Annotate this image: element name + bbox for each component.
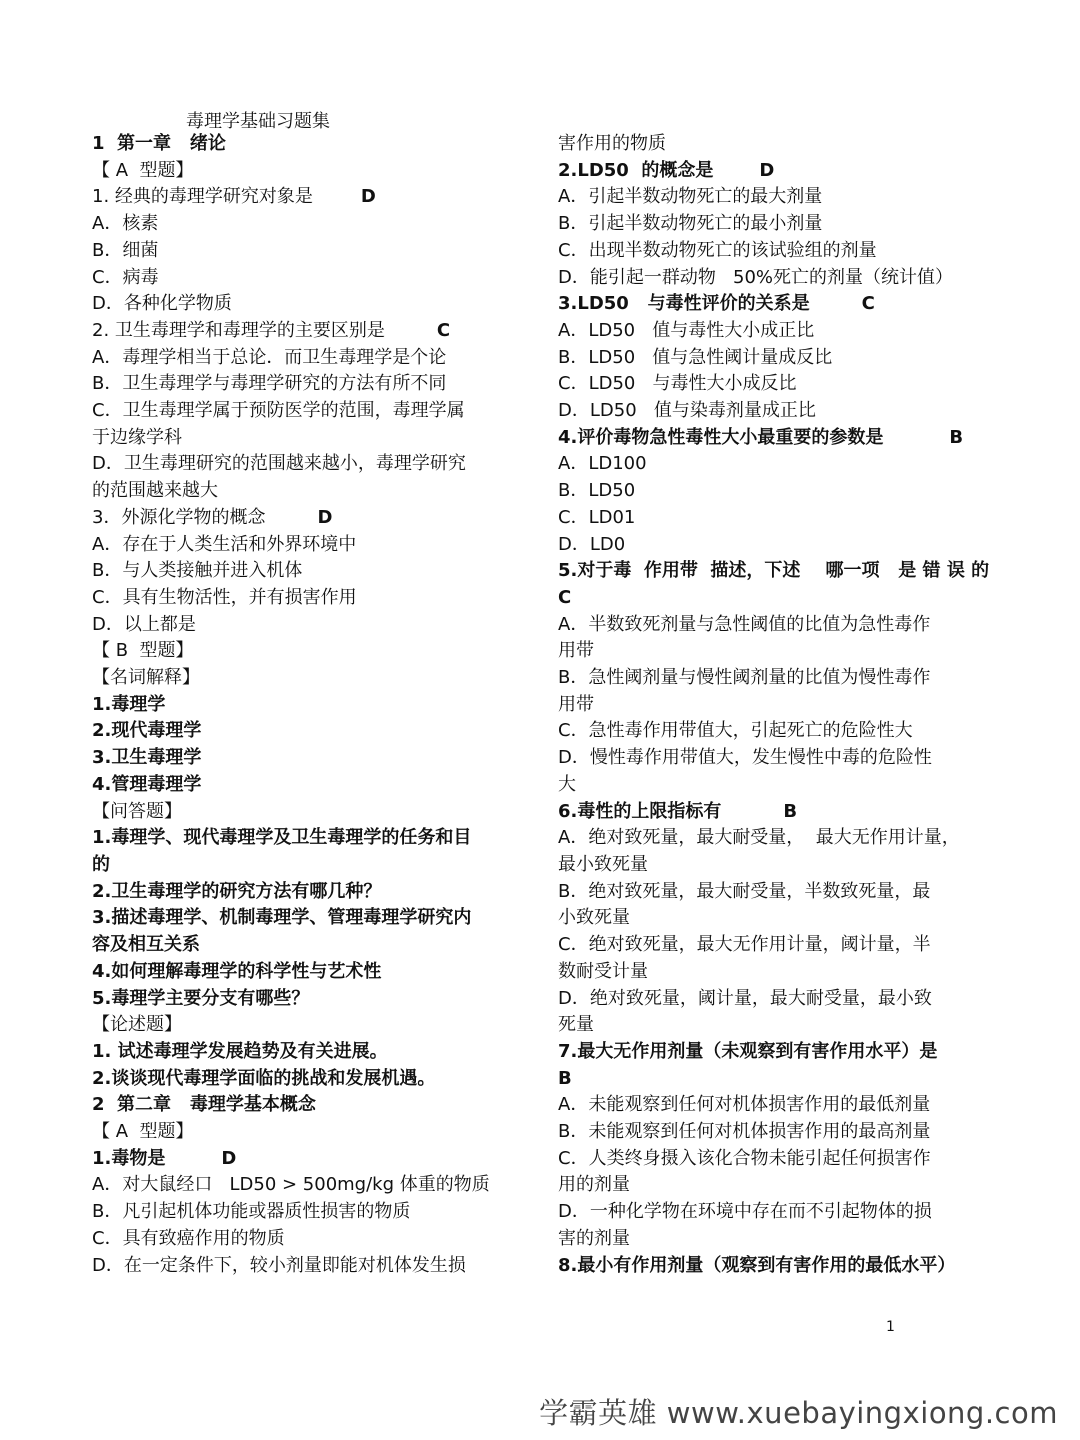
line-text: B．卫生毒理学与毒理学研究的方法有所不同 (92, 373, 447, 395)
line-text: 【问答题】 (92, 800, 182, 822)
answer-letter: D (759, 159, 775, 181)
line-text: B．引起半数动物死亡的最小剂量 (558, 213, 823, 235)
text-line (92, 478, 492, 505)
text-line (92, 1226, 492, 1253)
text-line (558, 879, 990, 906)
text-line (558, 852, 990, 879)
page-number: 1 (886, 1319, 895, 1335)
line-text: 死量 (558, 1014, 594, 1036)
line-text: 1.毒理学、现代毒理学及卫生毒理学的任务和目 (92, 827, 472, 849)
text-line (558, 638, 990, 665)
line-text: B (558, 1067, 572, 1089)
text-line (558, 1146, 990, 1173)
line-text: B．凡引起机体功能或器质性损害的物质 (92, 1201, 411, 1223)
line-text: D．LD50 值与染毒剂量成正比 (558, 400, 816, 422)
line-text: A．引起半数动物死亡的最大剂量 (558, 186, 823, 208)
text-line (92, 959, 492, 986)
text-line (558, 1012, 990, 1039)
text-line (92, 238, 492, 265)
line-text: 害作用的物质 (558, 133, 666, 154)
line-text: 3.LD50 与毒性评价的关系是 (558, 293, 810, 315)
text-line (92, 745, 492, 772)
line-text: 1 第一章 绪论 (92, 133, 226, 154)
text-line (92, 612, 492, 639)
line-text: 的 (92, 853, 110, 875)
line-text: 【论述题】 (92, 1014, 182, 1036)
line-text: 3.描述毒理学、机制毒理学、管理毒理学研究内 (92, 907, 472, 929)
line-text: 8.最小有作用剂量（观察到有害作用的最低水平） (558, 1254, 956, 1276)
text-line (92, 665, 492, 692)
line-text: 小致死量 (558, 907, 630, 929)
text-line (92, 371, 492, 398)
text-line (92, 131, 492, 158)
text-line (558, 1253, 990, 1280)
text-line (92, 905, 492, 932)
line-text: 4.管理毒理学 (92, 773, 202, 795)
line-text: C．病毒 (92, 266, 159, 288)
line-text: B．与人类接触并进入机体 (92, 560, 303, 582)
line-text: 2 第二章 毒理学基本概念 (92, 1094, 316, 1116)
text-line (92, 1146, 492, 1173)
line-text: 害的剂量 (558, 1227, 630, 1249)
line-text: 【名词解释】 (92, 667, 200, 689)
line-text: 6.毒性的上限指标有 (558, 800, 722, 822)
line-text: C．卫生毒理学属于预防医学的范围，毒理学属 (92, 400, 465, 422)
line-text: 4.评价毒物急性毒性大小最重要的参数是 (558, 426, 884, 448)
line-text: 4.如何理解毒理学的科学性与艺术性 (92, 960, 382, 982)
text-line (92, 451, 492, 478)
text-line (92, 1039, 492, 1066)
text-line (92, 1092, 492, 1119)
text-line (558, 184, 990, 211)
text-line (92, 158, 492, 185)
line-text: A．未能观察到任何对机体损害作用的最低剂量 (558, 1094, 931, 1116)
line-text: 最小致死量 (558, 853, 648, 875)
text-line (558, 745, 990, 772)
text-line (558, 558, 990, 585)
line-text: 1. 经典的毒理学研究对象是 (92, 186, 313, 208)
line-text: 2.现代毒理学 (92, 720, 202, 742)
line-text: D．以上都是 (92, 613, 196, 635)
line-text: 容及相互关系 (92, 934, 200, 956)
line-text: B．绝对致死量，最大耐受量，半数致死量，最 (558, 880, 931, 902)
text-line (92, 1172, 492, 1199)
line-text: A．核素 (92, 213, 159, 235)
text-line (558, 986, 990, 1013)
line-text: 1.毒理学 (92, 693, 166, 715)
line-text: A．毒理学相当于总论．而卫生毒理学是个论 (92, 346, 447, 368)
line-text: 的范围越来越大 (92, 480, 218, 502)
text-line (558, 1039, 990, 1066)
line-text: 用的剂量 (558, 1174, 630, 1196)
text-line (558, 1226, 990, 1253)
text-line (92, 772, 492, 799)
line-text: 【 A 型题】 (92, 159, 194, 181)
line-text: 3．外源化学物的概念 (92, 506, 266, 528)
line-text: 2.卫生毒理学的研究方法有哪几种？ (92, 880, 382, 902)
line-text: 2.LD50 的概念是 (558, 159, 714, 181)
text-line (558, 959, 990, 986)
line-text: D．一种化学物在环境中存在而不引起物体的损 (558, 1201, 932, 1223)
text-line (92, 986, 492, 1013)
text-line (92, 692, 492, 719)
text-line (92, 718, 492, 745)
line-text: C．出现半数动物死亡的该试验组的剂量 (558, 239, 877, 261)
line-text: D．能引起一群动物 50%死亡的剂量（统计值） (558, 266, 954, 288)
line-text: C．LD50 与毒性大小成反比 (558, 373, 797, 395)
line-text: D．在一定条件下，较小剂量即能对机体发生损 (92, 1254, 466, 1276)
line-text: 2. 卫生毒理学和毒理学的主要区别是 (92, 319, 385, 341)
answer-letter: B (949, 426, 964, 448)
line-text: 1.毒物是 (92, 1147, 166, 1169)
line-text: 2.谈谈现代毒理学面临的挑战和发展机遇。 (92, 1067, 436, 1089)
text-line (558, 505, 990, 532)
text-line (92, 1119, 492, 1146)
line-text: C (558, 586, 572, 608)
line-text: D．LD0 (558, 533, 626, 555)
text-line (92, 265, 492, 292)
text-line (92, 184, 492, 211)
line-text: D．卫生毒理研究的范围越来越小，毒理学研究 (92, 453, 466, 475)
answer-letter: B (783, 800, 798, 822)
text-line (558, 585, 990, 612)
text-line (92, 398, 492, 425)
line-text: A．LD50 值与毒性大小成正比 (558, 319, 815, 341)
text-line (558, 1066, 990, 1093)
line-text: 3.卫生毒理学 (92, 747, 202, 769)
answer-letter: D (317, 506, 333, 528)
text-line (92, 318, 492, 345)
text-line (558, 1172, 990, 1199)
line-text: C．绝对致死量，最大无作用计量，阈计量，半 (558, 934, 931, 956)
text-line (558, 398, 990, 425)
text-line (92, 425, 492, 452)
line-text: D．各种化学物质 (92, 293, 232, 315)
line-text: D．慢性毒作用带值大，发生慢性中毒的危险性 (558, 747, 932, 769)
text-line (558, 665, 990, 692)
line-text: C．人类终身摄入该化合物未能引起任何损害作 (558, 1147, 931, 1169)
text-line (558, 451, 990, 478)
line-text: A．半数致死剂量与急性阈值的比值为急性毒作 (558, 613, 931, 635)
text-line (558, 291, 990, 318)
text-line (558, 718, 990, 745)
text-line (92, 1253, 492, 1280)
text-line (558, 1199, 990, 1226)
line-text: B．LD50 值与急性阈计量成反比 (558, 346, 833, 368)
text-line (558, 1119, 990, 1146)
text-line (558, 692, 990, 719)
text-line (92, 932, 492, 959)
line-text: 1. 试述毒理学发展趋势及有关进展。 (92, 1040, 388, 1062)
line-text: C．LD01 (558, 506, 636, 528)
line-text: 用带 (558, 640, 594, 662)
line-text: C．具有生物活性，并有损害作用 (92, 586, 357, 608)
line-text: B．未能观察到任何对机体损害作用的最高剂量 (558, 1121, 931, 1143)
watermark-footer: 学霸英雄 www.xuebayingxiong.com (539, 1396, 1058, 1430)
text-line (92, 532, 492, 559)
text-line (92, 558, 492, 585)
text-line (558, 211, 990, 238)
text-line (92, 852, 492, 879)
text-line (558, 238, 990, 265)
line-text: 用带 (558, 693, 594, 715)
text-line (558, 932, 990, 959)
page-title: 毒理学基础习题集 (186, 111, 330, 132)
text-line (92, 638, 492, 665)
text-line (92, 1066, 492, 1093)
line-text: A．绝对致死量，最大耐受量， 最大无作用计量， (558, 827, 960, 849)
text-line (558, 425, 990, 452)
text-line (558, 478, 990, 505)
text-line (558, 825, 990, 852)
text-line (92, 505, 492, 532)
text-line (92, 211, 492, 238)
line-text: 7.最大无作用剂量（未观察到有害作用水平）是 (558, 1040, 938, 1062)
text-line (558, 265, 990, 292)
text-line (92, 1012, 492, 1039)
line-text: 【 B 型题】 (92, 640, 194, 662)
line-text: 5.毒理学主要分支有哪些？ (92, 987, 310, 1009)
answer-letter: D (360, 186, 376, 208)
line-text: A．LD100 (558, 453, 647, 475)
text-line (558, 532, 990, 559)
line-text: C．具有致癌作用的物质 (92, 1227, 285, 1249)
text-line (92, 345, 492, 372)
line-text: B．LD50 (558, 480, 636, 502)
line-text: B．细菌 (92, 239, 159, 261)
line-text: 大 (558, 773, 576, 795)
left-column (92, 131, 492, 1279)
text-line (558, 131, 990, 158)
text-line (558, 345, 990, 372)
text-line (558, 905, 990, 932)
line-text: 数耐受计量 (558, 960, 648, 982)
text-line (92, 879, 492, 906)
text-line (92, 291, 492, 318)
text-line (558, 158, 990, 185)
line-text: 【 A 型题】 (92, 1121, 194, 1143)
answer-letter: D (221, 1147, 237, 1169)
text-line (558, 772, 990, 799)
text-line (92, 825, 492, 852)
text-line (558, 1092, 990, 1119)
line-text: A．存在于人类生活和外界环境中 (92, 533, 357, 555)
line-text: C．急性毒作用带值大，引起死亡的危险性大 (558, 720, 913, 742)
line-text: 5.对于毒 作用带 描述，下述 哪一项 是 错 误 的 (558, 560, 990, 582)
right-column (558, 131, 990, 1279)
line-text: 于边缘学科 (92, 426, 182, 448)
line-text: A．对大鼠经口 LD50 > 500mg/kg 体重的物质 (92, 1174, 490, 1196)
answer-letter: C (861, 293, 875, 315)
text-line (92, 1199, 492, 1226)
text-line (558, 371, 990, 398)
text-line (558, 612, 990, 639)
text-line (92, 585, 492, 612)
text-line (558, 318, 990, 345)
text-line (92, 799, 492, 826)
text-line (558, 799, 990, 826)
line-text: B．急性阈剂量与慢性阈剂量的比值为慢性毒作 (558, 667, 931, 689)
line-text: D．绝对致死量，阈计量，最大耐受量，最小致 (558, 987, 932, 1009)
answer-letter: C (436, 319, 451, 341)
